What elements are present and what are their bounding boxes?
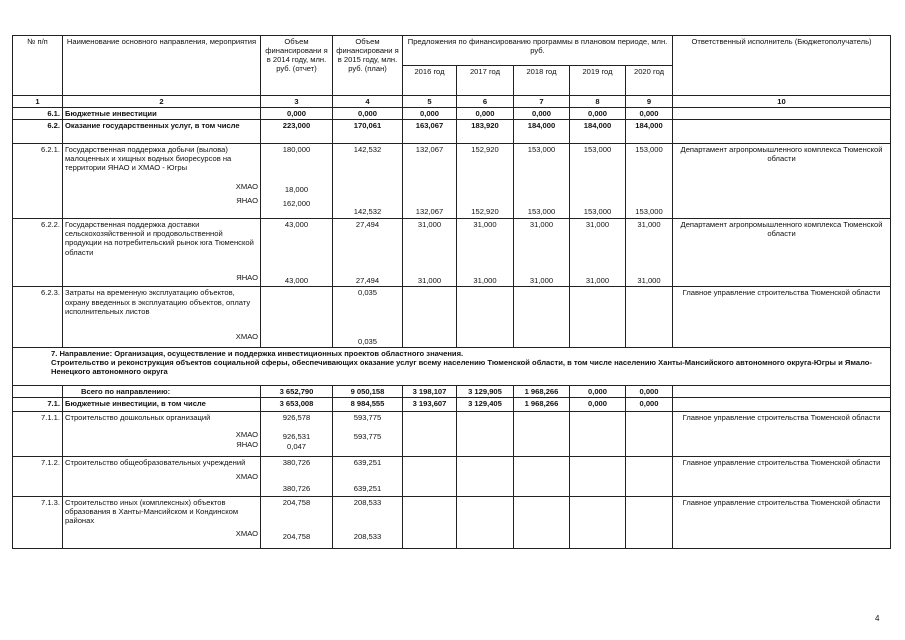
subregion-label: ХМАО: [235, 529, 258, 539]
cell-responsible: [673, 397, 891, 411]
header-2016: 2016 год: [403, 66, 457, 96]
cell-2014: [261, 496, 333, 548]
cell-2016: 3 198,107: [403, 385, 457, 397]
cell-value: 31,000: [417, 276, 442, 286]
cell-value: 152,920: [471, 207, 499, 217]
cell-2015: 8 984,555: [333, 397, 403, 411]
cell-2019: 184,000: [570, 120, 626, 144]
cell-value: 153,000: [583, 145, 612, 155]
cell-2020: [626, 496, 673, 548]
cell-value: 142,532: [353, 207, 382, 217]
cell-2015: [333, 496, 403, 548]
cell-2020: 0,000: [626, 108, 673, 120]
cell-2017: [457, 496, 514, 548]
cell-value: 31,000: [473, 220, 497, 230]
row-num: 6.2.2.: [13, 219, 63, 287]
row-name: [63, 411, 261, 456]
cell-2020: 0,000: [626, 397, 673, 411]
row-name: [63, 219, 261, 287]
cell-value: 926,578: [282, 412, 311, 422]
cell-2018: 184,000: [514, 120, 570, 144]
row-num: 7.1.1.: [13, 411, 63, 456]
cell-value: 380,726: [282, 483, 311, 493]
cell-value: 31,000: [529, 276, 554, 286]
subregion-label: ХМАО: [235, 331, 258, 341]
colnum: 6: [457, 96, 514, 108]
row-name: [63, 287, 261, 347]
header-2020: 2020 год: [626, 66, 673, 96]
cell-2018: [514, 287, 570, 347]
cell-2014: 3 653,008: [261, 397, 333, 411]
cell-2019: 0,000: [570, 397, 626, 411]
cell-2014: [261, 456, 333, 496]
row-name: [63, 456, 261, 496]
cell-2015: [333, 219, 403, 287]
cell-2017: [457, 144, 514, 219]
colnum: 10: [673, 96, 891, 108]
subregion-label: ХМАО: [235, 181, 258, 191]
cell-2019: [570, 456, 626, 496]
colnum: 7: [514, 96, 570, 108]
cell-value: 31,000: [417, 220, 442, 230]
row-name: Оказание государственных услуг, в том числе: [63, 120, 261, 144]
cell-value: 31,000: [585, 220, 610, 230]
cell-2020: [626, 219, 673, 287]
cell-2015: 0,000: [333, 108, 403, 120]
cell-value: 180,000: [282, 145, 311, 155]
direction-description: Строительство и реконструкция объектов социальной сферы, обеспечивающих оказание услуг всему населению Тюменской области, в том числе населению Ханты-Мансийского автономного округа-Югры и Ямало-Ненецкого автономного округа: [51, 357, 872, 376]
cell-2020: 0,000: [626, 385, 673, 397]
cell-value: 380,726: [282, 457, 311, 467]
row-num: 6.2.1.: [13, 144, 63, 219]
cell-2015: [333, 411, 403, 456]
row-num: 6.2.3.: [13, 287, 63, 347]
cell-responsible: [673, 108, 891, 120]
row-num: 6.2.: [13, 120, 63, 144]
cell-2015: 170,061: [333, 120, 403, 144]
header-2019: 2019 год: [570, 66, 626, 96]
cell-value: 639,251: [353, 457, 382, 467]
cell-2015: [333, 287, 403, 347]
cell-responsible: Департамент агропромышленного комплекса Тюменской области: [673, 219, 891, 287]
cell-value: 926,531: [282, 431, 311, 441]
cell-value: 31,000: [529, 220, 554, 230]
cell-responsible: Департамент агропромышленного комплекса Тюменской области: [673, 144, 891, 219]
cell-2018: [514, 411, 570, 456]
cell-2017: 0,000: [457, 108, 514, 120]
cell-value: 31,000: [637, 220, 661, 230]
cell-2019: [570, 219, 626, 287]
row-name: Бюджетные инвестиции, в том числе: [63, 397, 261, 411]
subregion-label: ЯНАО: [236, 439, 258, 449]
row-title: Государственная поддержка добычи (вылова) малоценных и хищных водных биоресурсов на территории ЯНАО и ХМАО - Югры: [65, 145, 232, 173]
header-2018: 2018 год: [514, 66, 570, 96]
cell-2019: 0,000: [570, 385, 626, 397]
cell-2019: [570, 144, 626, 219]
cell-2019: [570, 496, 626, 548]
cell-value: 204,758: [282, 531, 311, 541]
financing-table: [12, 35, 891, 549]
cell-value: 31,000: [637, 276, 661, 286]
cell-value: 162,000: [282, 199, 311, 209]
row-title: Строительство дошкольных организаций: [65, 412, 211, 422]
colnum: 8: [570, 96, 626, 108]
cell-2017: 3 129,905: [457, 385, 514, 397]
cell-2014: [261, 411, 333, 456]
header-name: Наименование основного направления, мероприятия: [63, 36, 261, 96]
colnum: 3: [261, 96, 333, 108]
cell-2014: [261, 287, 333, 347]
cell-2020: [626, 144, 673, 219]
cell-2016: [403, 287, 457, 347]
row-title: Затраты на временную эксплуатацию объектов, охрану введенных в эксплуатацию объектов, оплату исполнительных листов: [65, 288, 251, 316]
cell-2014: 223,000: [261, 120, 333, 144]
subregion-label: ЯНАО: [236, 272, 258, 282]
cell-2016: [403, 411, 457, 456]
cell-value: 208,533: [353, 497, 382, 507]
row-name: Бюджетные инвестиции: [63, 108, 261, 120]
colnum: 5: [403, 96, 457, 108]
cell-value: 0,047: [286, 441, 306, 451]
cell-2014: 3 652,790: [261, 385, 333, 397]
cell-value: 27,494: [355, 276, 380, 286]
row-name: [63, 496, 261, 548]
cell-value: 31,000: [473, 276, 497, 286]
cell-2017: [457, 411, 514, 456]
cell-value: 43,000: [284, 276, 309, 286]
direction-title: 7. Направление: Организация, осуществление и поддержка инвестиционных проектов областного значения.: [51, 348, 464, 358]
page-number: 4: [875, 614, 880, 623]
subregion-label: ЯНАО: [236, 195, 258, 205]
header-fin2015: Объем финансировани я в 2015 году, млн. руб. (план): [333, 36, 403, 96]
row-title: Строительство общеобразовательных учреждений: [65, 457, 246, 467]
row-title: Строительство иных (комплексных) объектов образования в Ханты-Мансийском и Кондинском районах: [65, 497, 239, 525]
subregion-label: ХМАО: [235, 471, 258, 481]
cell-value: 31,000: [585, 276, 610, 286]
cell-value: 0,035: [357, 288, 377, 298]
cell-responsible: Главное управление строительства Тюменской области: [673, 287, 891, 347]
cell-value: 208,533: [353, 531, 382, 541]
cell-2016: 0,000: [403, 108, 457, 120]
cell-value: 153,000: [527, 145, 556, 155]
cell-value: 132,067: [415, 207, 444, 217]
cell-2016: [403, 219, 457, 287]
header-proposals: Предложения по финансированию программы в плановом периоде, млн. руб.: [403, 36, 673, 66]
cell-2014: 0,000: [261, 108, 333, 120]
cell-2018: [514, 219, 570, 287]
cell-value: 153,000: [635, 207, 663, 217]
row-num: 7.1.2.: [13, 456, 63, 496]
cell-2016: 3 193,607: [403, 397, 457, 411]
cell-2014: [261, 219, 333, 287]
colnum: 1: [13, 96, 63, 108]
cell-responsible: Главное управление строительства Тюменской области: [673, 456, 891, 496]
cell-value: 639,251: [353, 483, 382, 493]
cell-value: 593,775: [353, 412, 382, 422]
cell-2018: [514, 496, 570, 548]
cell-value: 152,920: [471, 145, 499, 155]
cell-value: 18,000: [284, 185, 309, 195]
subregion-label: ХМАО: [235, 429, 258, 439]
cell-2016: [403, 144, 457, 219]
cell-2018: [514, 144, 570, 219]
cell-responsible: Главное управление строительства Тюменской области: [673, 496, 891, 548]
cell-2018: 1 968,266: [514, 385, 570, 397]
cell-value: 593,775: [353, 431, 382, 441]
colnum: 9: [626, 96, 673, 108]
cell-2018: [514, 456, 570, 496]
cell-2016: 163,067: [403, 120, 457, 144]
header-fin2014: Объем финансировани я в 2014 году, млн. руб. (отчет): [261, 36, 333, 96]
row-title: Государственная поддержка доставки сельскохозяйственной и продовольственной продукции на потребительский рынок юга Тюменской области: [65, 220, 254, 257]
cell-value: 27,494: [355, 220, 380, 230]
direction-7: [13, 347, 891, 385]
cell-value: 0,035: [357, 336, 377, 346]
cell-2018: 0,000: [514, 108, 570, 120]
cell-2019: [570, 287, 626, 347]
cell-value: 153,000: [527, 207, 556, 217]
cell-2014: [261, 144, 333, 219]
row-name: Всего по направлению:: [63, 385, 261, 397]
header-responsible: Ответственный исполнитель (Бюджетополучатель): [673, 36, 891, 96]
header-2017: 2017 год: [457, 66, 514, 96]
row-name: [63, 144, 261, 219]
cell-2019: [570, 411, 626, 456]
cell-2019: 0,000: [570, 108, 626, 120]
cell-2015: [333, 144, 403, 219]
row-num: 6.1.: [13, 108, 63, 120]
cell-2020: [626, 456, 673, 496]
cell-2020: [626, 287, 673, 347]
cell-responsible: Главное управление строительства Тюменской области: [673, 411, 891, 456]
row-num: 7.1.3.: [13, 496, 63, 548]
cell-2016: [403, 496, 457, 548]
cell-value: 43,000: [284, 220, 309, 230]
cell-responsible: [673, 385, 891, 397]
cell-2015: [333, 456, 403, 496]
cell-2020: [626, 411, 673, 456]
row-num: [13, 385, 63, 397]
cell-2020: 184,000: [626, 120, 673, 144]
cell-2017: 3 129,405: [457, 397, 514, 411]
cell-value: 153,000: [635, 145, 663, 155]
colnum: 2: [63, 96, 261, 108]
cell-2017: 183,920: [457, 120, 514, 144]
cell-value: 132,067: [415, 145, 444, 155]
cell-2017: [457, 287, 514, 347]
row-num: 7.1.: [13, 397, 63, 411]
cell-value: 142,532: [353, 145, 382, 155]
cell-2016: [403, 456, 457, 496]
cell-2017: [457, 456, 514, 496]
cell-2015: 9 050,158: [333, 385, 403, 397]
cell-2018: 1 968,266: [514, 397, 570, 411]
colnum: 4: [333, 96, 403, 108]
cell-2017: [457, 219, 514, 287]
cell-value: 153,000: [583, 207, 612, 217]
cell-responsible: [673, 120, 891, 144]
cell-value: 204,758: [282, 497, 311, 507]
header-num: № п/п: [13, 36, 63, 96]
